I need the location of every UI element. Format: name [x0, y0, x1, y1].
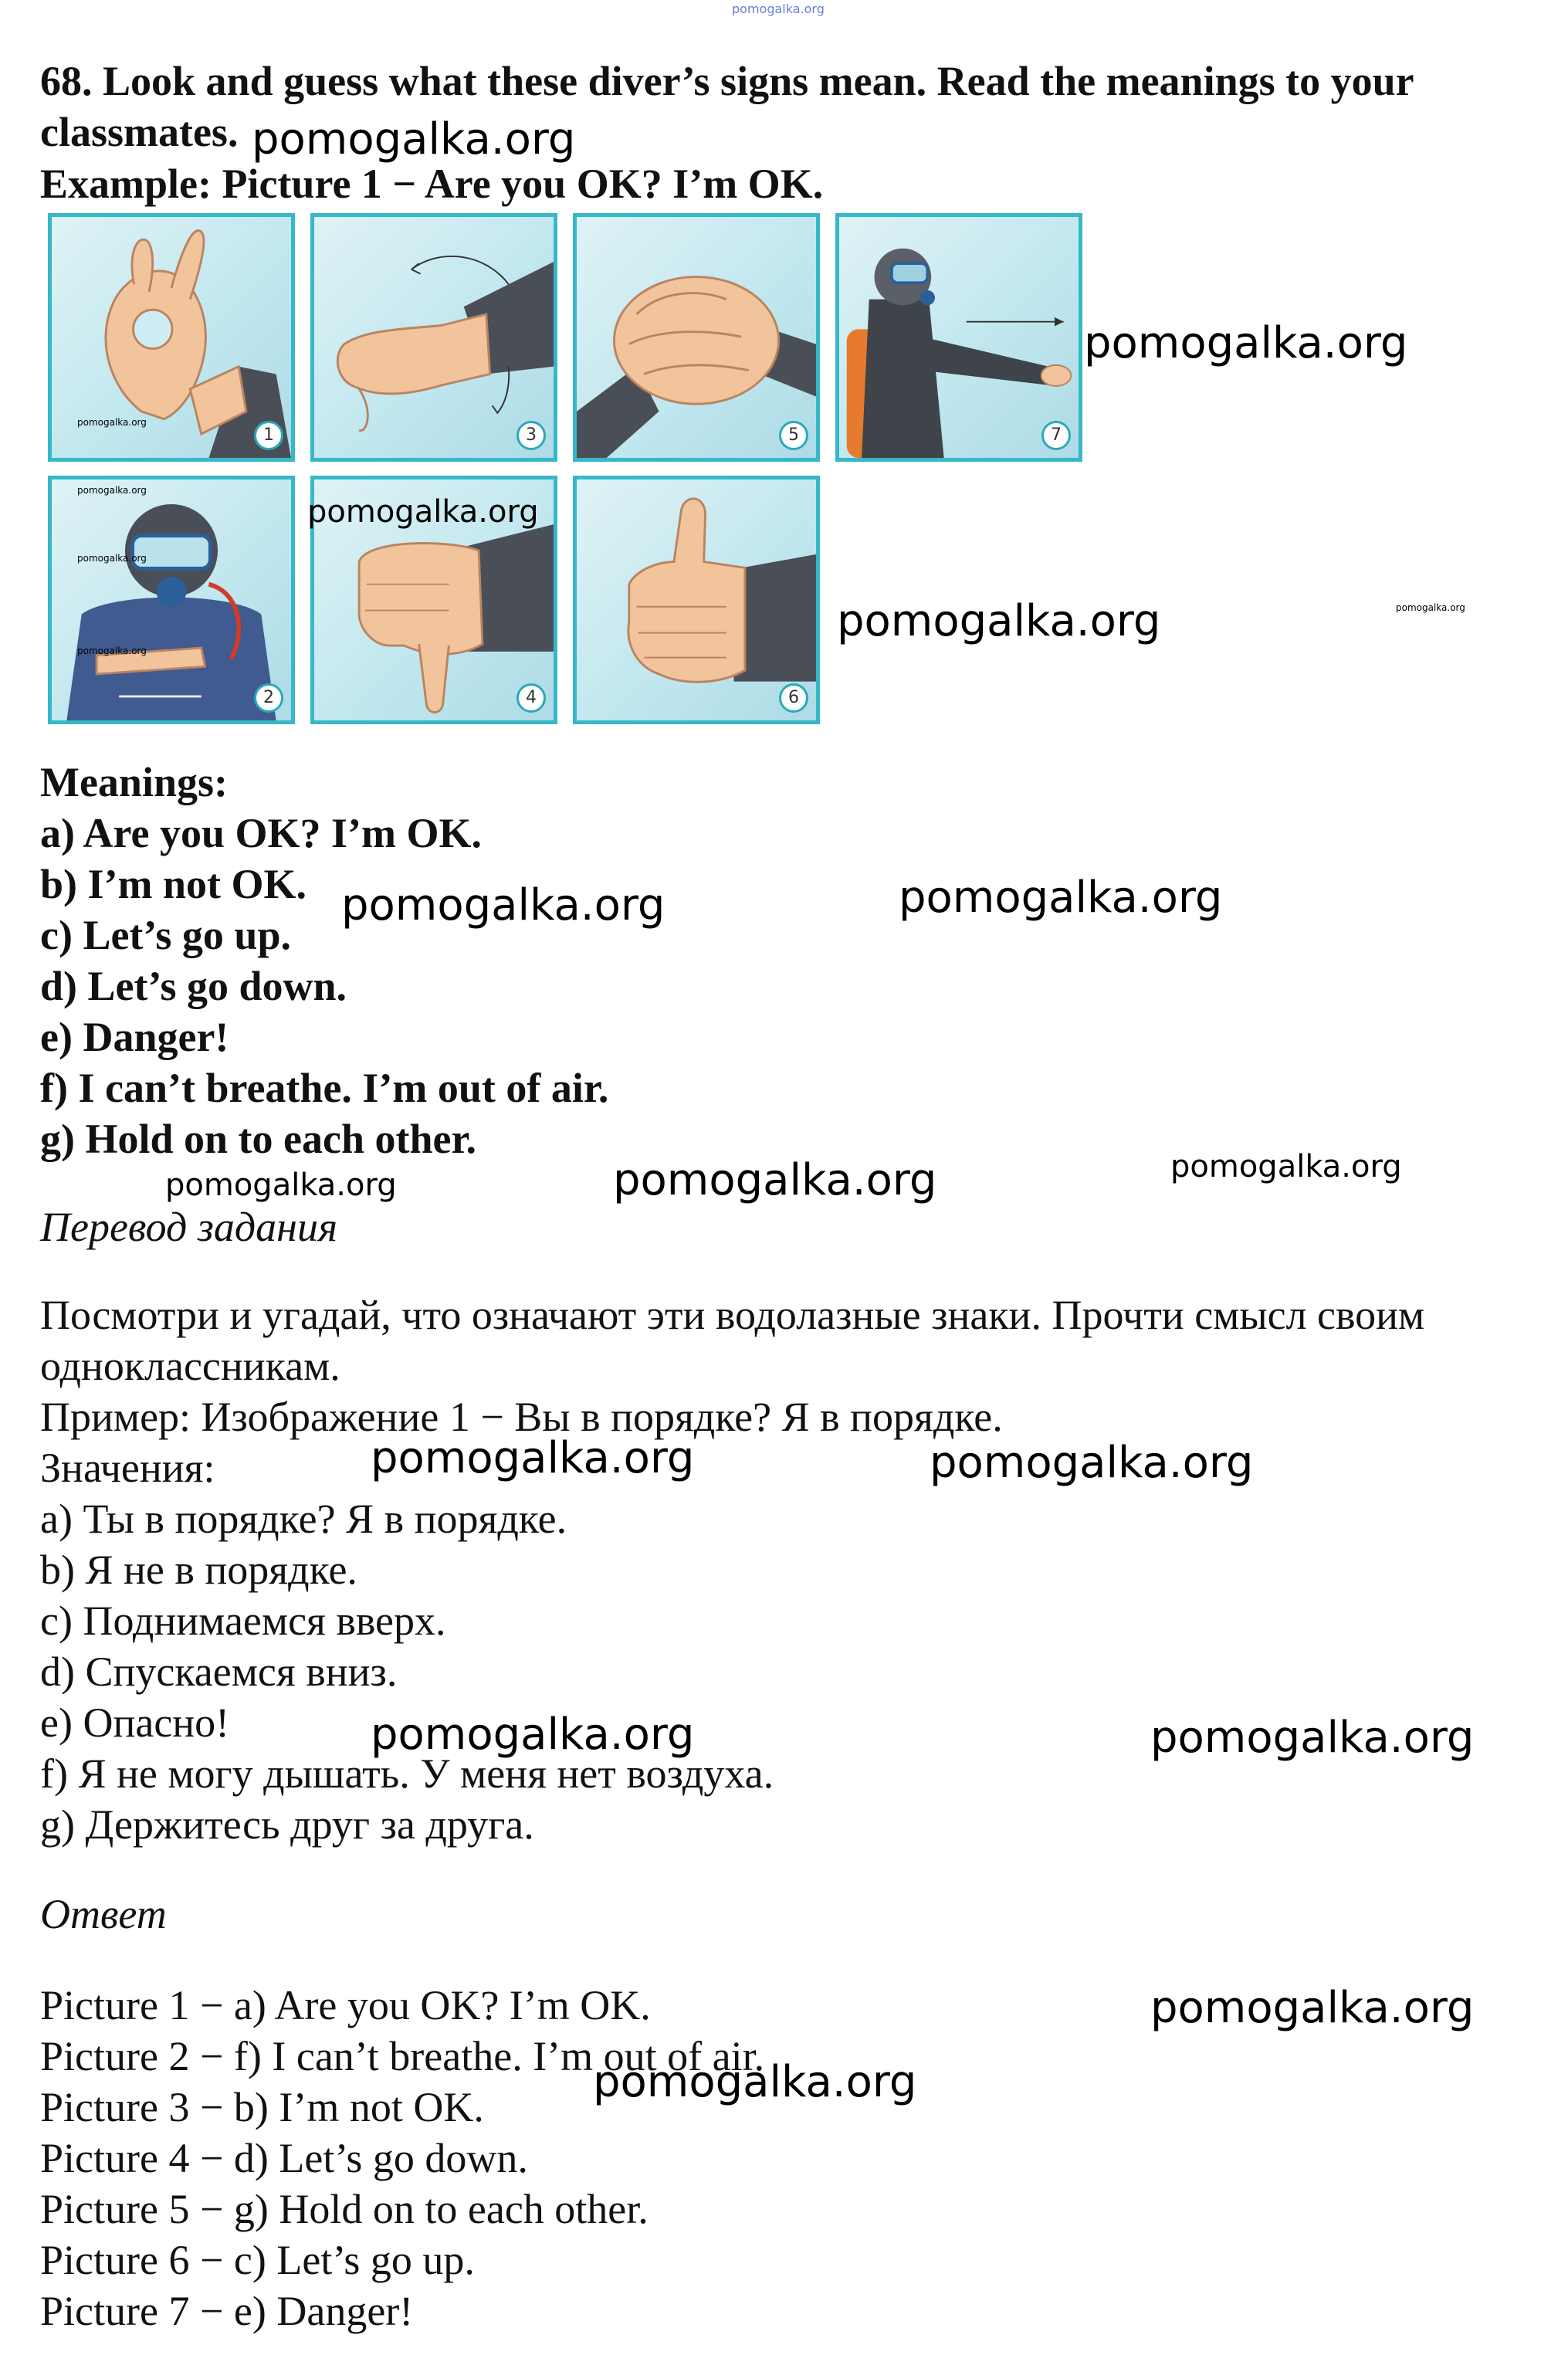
- picture-number: 3: [516, 421, 546, 450]
- picture-number: 6: [779, 683, 808, 713]
- watermark: pomogalka.org: [1170, 1149, 1402, 1184]
- translation-line1: Посмотри и угадай, что означают эти водолазные знаки. Прочти смысл своим: [40, 1292, 1425, 1338]
- task-example: Example: Picture 1 − Are you OK? I’m OK.: [40, 161, 824, 207]
- watermark: pomogalka.org: [613, 1155, 937, 1205]
- not-ok-hand-sign-icon: [314, 217, 554, 458]
- thumb-up-icon: [577, 479, 816, 720]
- translation-f: f) Я не могу дышать. У меня нет воздуха.: [40, 1750, 774, 1797]
- watermark: pomogalka.org: [252, 114, 576, 164]
- picture-7: [835, 213, 1082, 462]
- task-title-line2: classmates.: [40, 109, 239, 155]
- meaning-g: g) Hold on to each other.: [40, 1116, 476, 1162]
- watermark: pomogalka.org: [1396, 602, 1465, 613]
- translation-d: d) Спускаемся вниз.: [40, 1649, 398, 1695]
- translation-c: c) Поднимаемся вверх.: [40, 1598, 446, 1644]
- picture-5: [573, 213, 820, 462]
- meanings-heading: Meanings:: [40, 759, 228, 805]
- translation-g: g) Держитесь друг за друга.: [40, 1801, 534, 1848]
- picture-number: 4: [516, 683, 546, 713]
- answer-4: Picture 4 − d) Let’s go down.: [40, 2135, 528, 2181]
- translation-a: a) Ты в порядке? Я в порядке.: [40, 1496, 567, 1542]
- answer-1: Picture 1 − a) Are you OK? I’m OK.: [40, 1982, 651, 2028]
- meaning-b: b) I’m not OK.: [40, 861, 307, 907]
- watermark: pomogalka.org: [341, 880, 665, 930]
- task-title-line1: 68. Look and guess what these diver’s signs mean. Read the meanings to your: [40, 58, 1414, 104]
- watermark: pomogalka.org: [77, 417, 147, 428]
- translation-heading: Перевод задания: [40, 1204, 338, 1250]
- watermark: pomogalka.org: [1084, 318, 1408, 368]
- translation-line2: одноклассникам.: [40, 1343, 340, 1389]
- watermark: pomogalka.org: [1150, 1983, 1475, 2033]
- watermark: pomogalka.org: [371, 1710, 695, 1760]
- meaning-e: e) Danger!: [40, 1014, 229, 1060]
- answer-7: Picture 7 − e) Danger!: [40, 2288, 414, 2334]
- meaning-c: c) Let’s go up.: [40, 912, 291, 958]
- picture-2: [48, 476, 295, 724]
- watermark: pomogalka.org: [930, 1438, 1254, 1488]
- watermark: pomogalka.org: [77, 646, 147, 656]
- diver-pointing-icon: [839, 217, 1079, 458]
- answer-5: Picture 5 − g) Hold on to each other.: [40, 2186, 649, 2232]
- watermark: pomogalka.org: [77, 553, 147, 564]
- watermark: pomogalka.org: [371, 1433, 695, 1483]
- answer-6: Picture 6 − c) Let’s go up.: [40, 2237, 475, 2283]
- watermark: pomogalka.org: [1150, 1713, 1475, 1763]
- picture-number: 5: [779, 421, 808, 450]
- meaning-f: f) I can’t breathe. I’m out of air.: [40, 1065, 609, 1111]
- watermark: pomogalka.org: [77, 485, 147, 496]
- translation-b: b) Я не в порядке.: [40, 1547, 357, 1593]
- translation-e: e) Опасно!: [40, 1699, 230, 1746]
- watermark: pomogalka.org: [899, 873, 1223, 923]
- watermark: pomogalka.org: [307, 494, 539, 530]
- picture-number: 7: [1041, 421, 1071, 450]
- meaning-d: d) Let’s go down.: [40, 963, 347, 1009]
- answer-2: Picture 2 − f) I can’t breathe. I’m out of air.: [40, 2033, 765, 2079]
- meaning-a: a) Are you OK? I’m OK.: [40, 810, 482, 856]
- clasped-hands-icon: [577, 217, 816, 458]
- diver-out-of-air-icon: [52, 479, 291, 720]
- answer-heading: Ответ: [40, 1891, 167, 1937]
- watermark-top: pomogalka.org: [732, 2, 825, 16]
- watermark: pomogalka.org: [593, 2057, 917, 2107]
- translation-meanings-heading: Значения:: [40, 1445, 215, 1491]
- picture-number: 2: [254, 683, 283, 713]
- watermark: pomogalka.org: [837, 596, 1161, 646]
- picture-6: [573, 476, 820, 724]
- picture-number: 1: [254, 421, 283, 450]
- picture-3: [310, 213, 557, 462]
- answer-3: Picture 3 − b) I’m not OK.: [40, 2084, 484, 2130]
- translation-example: Пример: Изображение 1 − Вы в порядке? Я в порядке.: [40, 1394, 1003, 1440]
- watermark: pomogalka.org: [165, 1167, 397, 1203]
